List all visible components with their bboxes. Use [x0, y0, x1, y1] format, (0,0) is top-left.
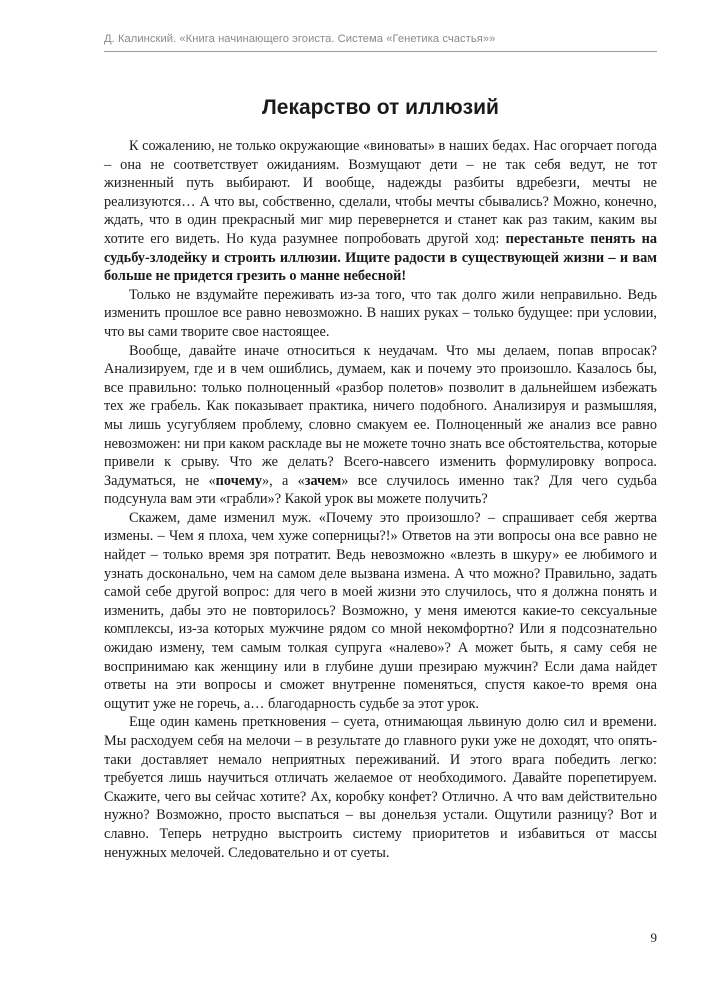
paragraph-4	[104, 509, 657, 714]
paragraph-text: », а «	[261, 472, 305, 489]
paragraph-1	[104, 137, 657, 286]
paragraph-5	[104, 713, 657, 862]
running-header: Д. Калинский. «Книга начинающего эгоиста. Система «Генетика счастья»»	[104, 33, 496, 45]
paragraph-text: Еще один камень преткновения – суета, отнимающая львиную долю сил и времени. Мы расходуем себя на мелочи – в результате до главного руки уже не доходят, что опять-таки доставляет немало неприятных переживаний. И этого врага победить легко: требуется лишь научиться отличать желаемое от необходимого. Давайте порепетируем. Скажите, чего вы сейчас хотите? Ах, коробку конфет? Отлично. А что вам действительно нужно? Возможно, просто выспаться – вы донельзя устали. Ощутили разницу? Вот и славно. Теперь нетрудно выстроить систему приоритетов и избавиться от массы ненужных мелочей. Следовательно и от суеты.	[104, 714, 657, 861]
page-number: 9	[650, 930, 657, 945]
emphasis-text: перестаньте пенять на судьбу-злодейку и строить иллюзии. Ищите радости в существующей жизни – и вам больше не придется грезить о манне небесной!	[104, 230, 657, 285]
paragraph-text: Только не вздумайте переживать из-за того, что так долго жили неправильно. Ведь изменить прошлое все равно невозможно. В наших руках – только будущее: при условии, что вы сами творите свое настоящее.	[104, 286, 657, 340]
paragraph-2	[104, 286, 657, 342]
chapter-title: Лекарство от иллюзий	[262, 96, 499, 119]
paragraph-text: Скажем, даме изменил муж. «Почему это произошло? – спрашивает себя жертва измены. – Чем я плоха, чем хуже соперницы?!» Ответов на эти вопросы она все равно не найдет – только время зря потратит. Ведь невозможно «влезть в шкуру» ее любимого и узнать досконально, чем на самом деле вызвана измена. А что можно? Правильно, задать самой себе другой вопрос: для чего в моей жизни это случилось, что я должна понять и изменить, дабы это не повторилось? Возможно, у меня имеются какие-то сексуальные комплексы, из-за которых мужчине рядом со мной некомфортно? Или я подсознательно ожидаю измену, тем самым толкая супруга «налево»? А может быть, я саму себя не воспринимаю как женщину или в глубине души презираю мужчин? Если дама найдет ответы на эти вопросы и сможет внутренне поменяться, спустя какое-то время она ощутит уже не горечь, а… благодарность судьбе за этот урок.	[104, 509, 657, 712]
article-body	[104, 137, 657, 862]
paragraph-text: Вообще, давайте иначе относиться к неудачам. Что мы делаем, попав впросак? Анализируем, где и в чем ошиблись, думаем, как и почему это произошло. Казалось бы, все правильно: только полноценный «разбор полетов» позволит в дальнейшем избежать тех же грабель. Как показывает практика, ничего подобного. Анализируя и размышляя, мы лишь усугубляем проблему, словно смакуем ее. Полноценный же анализ все равно невозможен: ни при каком раскладе вы не можете точно знать все обстоятельства, которые привели к срыву. Что же делать? Всего-навсего изменить формулировку вопроса. Задуматься, не «	[104, 342, 657, 489]
paragraph-text: К сожалению, не только окружающие «виноваты» в наших бедах. Нас огорчает погода – она не соответствует ожиданиям. Возмущают дети – не так себя ведут, не тот жизненный путь выбирают. И вообще, надежды разбиты вдребезги, мечты не реализуются… А что вы, собственно, сделали, чтобы мечты сбывались? Можно, конечно, ждать, что в один прекрасный миг мир перевернется и станет как раз таким, каким вы хотите его видеть. Но куда разумнее попробовать другой ход:	[104, 138, 657, 247]
paragraph-3	[104, 342, 657, 509]
header-divider	[104, 51, 657, 52]
emphasis-text: почему	[215, 472, 262, 489]
paragraph-text: » все случилось именно так? Для чего судьба подсунула вам эти «грабли»? Какой урок вы можете получить?	[104, 472, 657, 508]
emphasis-text: зачем	[304, 472, 342, 489]
